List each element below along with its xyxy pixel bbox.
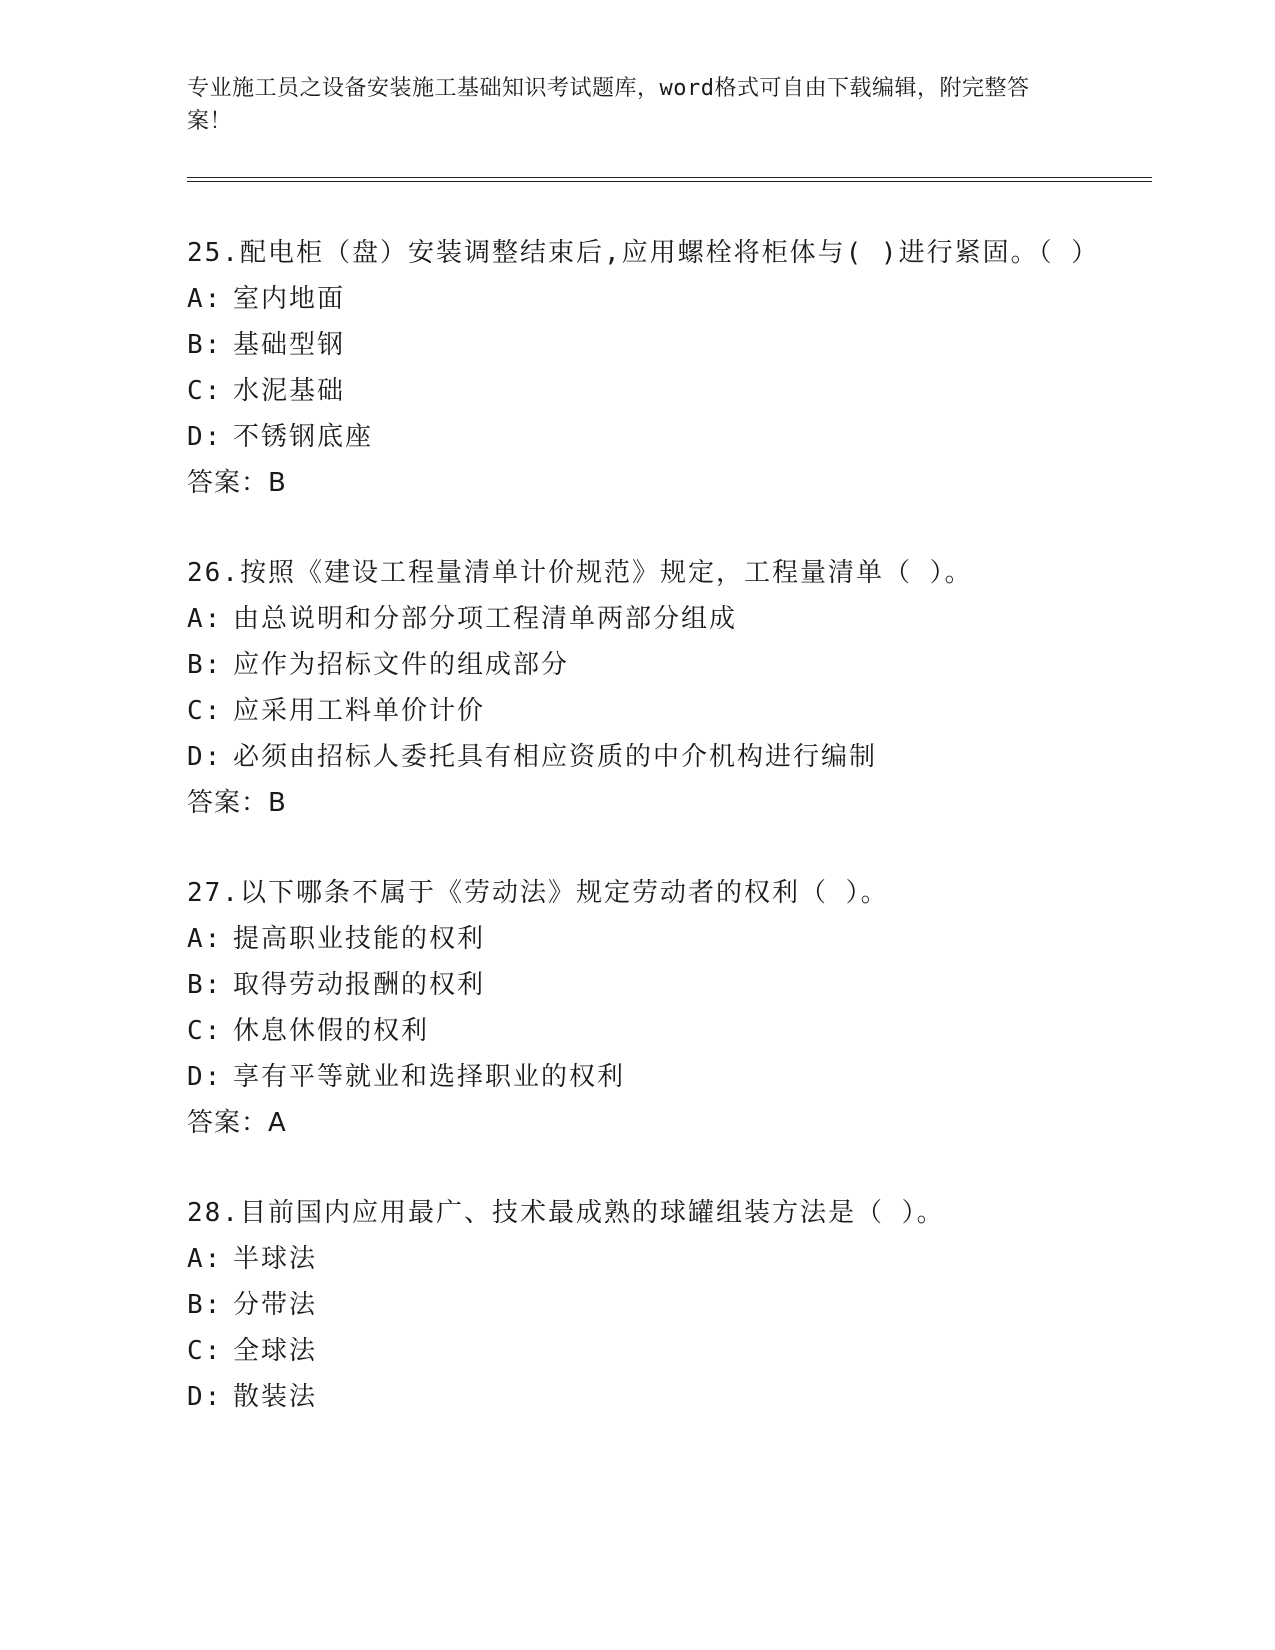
option-letter: A:	[187, 1244, 223, 1274]
option-letter: B:	[187, 1290, 223, 1320]
option-c	[187, 1008, 1087, 1054]
question-stem: 28.目前国内应用最广、技术最成熟的球罐组装方法是（ ）。	[187, 1198, 945, 1228]
option-text: 应作为招标文件的组成部分	[233, 650, 570, 680]
option-text: 休息休假的权利	[233, 1016, 430, 1046]
answer-label: 答案：B	[187, 788, 287, 818]
question-25	[187, 230, 1100, 506]
question-27	[187, 870, 1087, 1146]
option-b	[187, 322, 1087, 368]
option-letter: A:	[187, 284, 223, 314]
page-header: 专业施工员之设备安装施工基础知识考试题库，word格式可自由下载编辑，附完整答案！	[187, 76, 1030, 134]
header-divider	[187, 177, 1152, 182]
question-stem: 25.配电柜（盘）安装调整结束后,应用螺栓将柜体与( )进行紧固。（ ）	[187, 238, 1100, 268]
option-c	[187, 688, 1087, 734]
option-letter: C:	[187, 1016, 223, 1046]
option-letter: A:	[187, 604, 223, 634]
option-d	[187, 734, 1087, 780]
option-text: 必须由招标人委托具有相应资质的中介机构进行编制	[233, 742, 878, 772]
option-letter: C:	[187, 376, 223, 406]
option-letter: B:	[187, 650, 223, 680]
option-text: 分带法	[233, 1290, 318, 1320]
option-b	[187, 1282, 1087, 1328]
option-d	[187, 1054, 1087, 1100]
option-text: 基础型钢	[233, 330, 346, 360]
option-c	[187, 368, 1087, 414]
option-text: 室内地面	[233, 284, 346, 314]
option-letter: D:	[187, 422, 223, 452]
option-text: 享有平等就业和选择职业的权利	[233, 1062, 626, 1092]
option-letter: D:	[187, 1062, 223, 1092]
option-text: 提高职业技能的权利	[233, 924, 486, 954]
answer-label: 答案：A	[187, 1108, 287, 1138]
option-text: 不锈钢底座	[233, 422, 374, 452]
option-text: 应采用工料单价计价	[233, 696, 486, 726]
question-stem: 26.按照《建设工程量清单计价规范》规定，工程量清单（ ）。	[187, 558, 973, 588]
answer-label: 答案：B	[187, 468, 287, 498]
option-letter: C:	[187, 696, 223, 726]
option-a	[187, 916, 1087, 962]
option-letter: D:	[187, 1382, 223, 1412]
question-26	[187, 550, 1087, 826]
option-a	[187, 596, 1087, 642]
option-letter: D:	[187, 742, 223, 772]
option-text: 取得劳动报酬的权利	[233, 970, 486, 1000]
question-list	[187, 230, 1100, 1464]
option-letter: B:	[187, 330, 223, 360]
option-b	[187, 962, 1087, 1008]
option-text: 水泥基础	[233, 376, 346, 406]
option-a	[187, 1236, 1087, 1282]
option-a	[187, 276, 1087, 322]
option-letter: B:	[187, 970, 223, 1000]
question-stem: 27.以下哪条不属于《劳动法》规定劳动者的权利（ ）。	[187, 878, 889, 908]
option-text: 由总说明和分部分项工程清单两部分组成	[233, 604, 738, 634]
option-b	[187, 642, 1087, 688]
option-text: 全球法	[233, 1336, 318, 1366]
option-letter: C:	[187, 1336, 223, 1366]
option-text: 散装法	[233, 1382, 318, 1412]
option-d	[187, 414, 1087, 460]
question-28	[187, 1190, 1087, 1420]
option-letter: A:	[187, 924, 223, 954]
option-text: 半球法	[233, 1244, 318, 1274]
option-d	[187, 1374, 1087, 1420]
option-c	[187, 1328, 1087, 1374]
